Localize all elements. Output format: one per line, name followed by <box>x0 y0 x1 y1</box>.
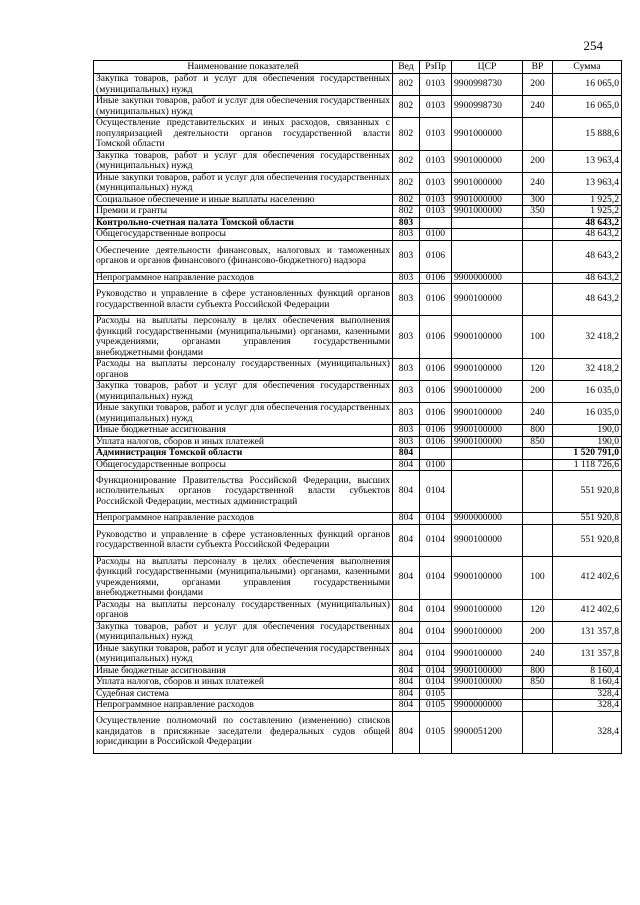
cell-csr: 9900100000 <box>452 284 523 316</box>
cell-sum: 16 065,0 <box>553 96 622 118</box>
cell-csr <box>452 471 523 513</box>
cell-vr: 240 <box>523 643 553 665</box>
table-row <box>94 272 622 284</box>
table-row <box>94 96 622 118</box>
cell-vr: 800 <box>523 665 553 677</box>
cell-vr: 100 <box>523 556 553 599</box>
cell-ved: 804 <box>393 599 420 621</box>
cell-rzpr: 0104 <box>420 599 452 621</box>
cell-sum: 48 643,2 <box>553 284 622 316</box>
cell-csr: 9900100000 <box>452 524 523 556</box>
cell-name: Закупка товаров, работ и услуг для обеспечения государственных (муниципальных) нужд <box>94 621 393 643</box>
table-row <box>94 677 622 689</box>
cell-rzpr: 0103 <box>420 172 452 194</box>
table-row <box>94 194 622 206</box>
cell-sum: 131 357,8 <box>553 643 622 665</box>
cell-vr: 100 <box>523 316 553 359</box>
cell-vr <box>523 217 553 229</box>
cell-sum: 551 920,8 <box>553 471 622 513</box>
cell-ved: 802 <box>393 194 420 206</box>
cell-name: Администрация Томской области <box>94 448 393 460</box>
cell-name: Общегосударственные вопросы <box>94 459 393 471</box>
cell-sum: 551 920,8 <box>553 524 622 556</box>
cell-name: Непрограммное направление расходов <box>94 513 393 525</box>
cell-vr: 350 <box>523 206 553 218</box>
cell-sum: 190,0 <box>553 425 622 437</box>
cell-sum: 16 035,0 <box>553 381 622 403</box>
column-header-ved: Вед <box>393 61 420 74</box>
cell-vr <box>523 118 553 151</box>
cell-ved: 803 <box>393 316 420 359</box>
cell-sum: 13 963,4 <box>553 150 622 172</box>
table-row <box>94 74 622 96</box>
column-header-name: Наименование показателей <box>94 61 393 74</box>
budget-table <box>93 60 622 754</box>
cell-rzpr: 0105 <box>420 711 452 753</box>
cell-vr: 240 <box>523 96 553 118</box>
table-row <box>94 665 622 677</box>
table-row <box>94 471 622 513</box>
cell-vr: 240 <box>523 172 553 194</box>
cell-vr: 200 <box>523 381 553 403</box>
cell-ved: 804 <box>393 711 420 753</box>
cell-ved: 804 <box>393 677 420 689</box>
cell-name: Иные закупки товаров, работ и услуг для обеспечения государственных (муниципальных) нужд <box>94 643 393 665</box>
cell-vr <box>523 524 553 556</box>
cell-name: Иные закупки товаров, работ и услуг для обеспечения государственных (муниципальных) нужд <box>94 96 393 118</box>
cell-rzpr: 0106 <box>420 272 452 284</box>
cell-ved: 803 <box>393 229 420 241</box>
cell-ved: 804 <box>393 471 420 513</box>
cell-sum: 8 160,4 <box>553 665 622 677</box>
cell-ved: 802 <box>393 172 420 194</box>
cell-name: Расходы на выплаты персоналу в целях обеспечения выполнения функций государственными (муниципальными) органами, казенными учреждениями, органами управления государственными внебюджетными фондами <box>94 316 393 359</box>
cell-rzpr: 0104 <box>420 556 452 599</box>
cell-sum: 48 643,2 <box>553 240 622 272</box>
cell-ved: 804 <box>393 643 420 665</box>
table-body <box>94 74 622 754</box>
cell-name: Обеспечение деятельности финансовых, налоговых и таможенных органов и органов финансового (финансово-бюджетного) надзора <box>94 240 393 272</box>
cell-rzpr: 0106 <box>420 284 452 316</box>
cell-sum: 1 520 791,0 <box>553 448 622 460</box>
cell-csr: 9901000000 <box>452 194 523 206</box>
cell-csr: 9900100000 <box>452 621 523 643</box>
table-row <box>94 217 622 229</box>
cell-name: Контрольно-счетная палата Томской области <box>94 217 393 229</box>
table-row <box>94 513 622 525</box>
cell-name: Уплата налогов, сборов и иных платежей <box>94 677 393 689</box>
cell-rzpr: 0106 <box>420 240 452 272</box>
table-row <box>94 556 622 599</box>
cell-name: Иные бюджетные ассигнования <box>94 665 393 677</box>
table-row <box>94 436 622 448</box>
cell-rzpr: 0106 <box>420 436 452 448</box>
cell-ved: 804 <box>393 448 420 460</box>
cell-name: Непрограммное направление расходов <box>94 272 393 284</box>
cell-vr: 300 <box>523 194 553 206</box>
cell-name: Осуществление полномочий по составлению (изменению) списков кандидатов в присяжные заседатели федеральных судов общей юрисдикции в Российской Федерации <box>94 711 393 753</box>
cell-ved: 803 <box>393 240 420 272</box>
cell-csr <box>452 240 523 272</box>
cell-rzpr: 0104 <box>420 621 452 643</box>
cell-name: Руководство и управление в сфере установленных функций органов государственной власти субъекта Российской Федерации <box>94 524 393 556</box>
cell-csr: 9900100000 <box>452 403 523 425</box>
cell-name: Расходы на выплаты персоналу государственных (муниципальных) органов <box>94 599 393 621</box>
cell-vr <box>523 284 553 316</box>
column-header-vr: ВР <box>523 61 553 74</box>
table-row <box>94 621 622 643</box>
cell-rzpr: 0104 <box>420 643 452 665</box>
cell-vr <box>523 459 553 471</box>
cell-name: Осуществление представительских и иных расходов, связанных с популяризацией деятельности органов государственной власти Томской области <box>94 118 393 151</box>
cell-csr: 9900000000 <box>452 272 523 284</box>
cell-rzpr <box>420 217 452 229</box>
cell-sum: 1 118 726,6 <box>553 459 622 471</box>
cell-name: Общегосударственные вопросы <box>94 229 393 241</box>
cell-rzpr: 0103 <box>420 74 452 96</box>
cell-ved: 804 <box>393 556 420 599</box>
cell-csr: 9901000000 <box>452 150 523 172</box>
cell-sum: 412 402,6 <box>553 556 622 599</box>
cell-csr: 9900000000 <box>452 513 523 525</box>
cell-csr: 9900100000 <box>452 436 523 448</box>
cell-ved: 804 <box>393 621 420 643</box>
cell-ved: 802 <box>393 118 420 151</box>
cell-ved: 804 <box>393 524 420 556</box>
table-row <box>94 381 622 403</box>
table-row <box>94 403 622 425</box>
cell-ved: 802 <box>393 206 420 218</box>
cell-rzpr: 0104 <box>420 524 452 556</box>
cell-ved: 803 <box>393 403 420 425</box>
cell-name: Расходы на выплаты персоналу в целях обеспечения выполнения функций государственными (муниципальными) органами, казенными учреждениями, органами управления государственными внебюджетными фондами <box>94 556 393 599</box>
cell-sum: 32 418,2 <box>553 359 622 381</box>
table-row <box>94 459 622 471</box>
cell-rzpr: 0103 <box>420 96 452 118</box>
cell-csr: 9900100000 <box>452 677 523 689</box>
cell-name: Закупка товаров, работ и услуг для обеспечения государственных (муниципальных) нужд <box>94 381 393 403</box>
table-row <box>94 599 622 621</box>
cell-rzpr: 0106 <box>420 425 452 437</box>
cell-rzpr: 0104 <box>420 677 452 689</box>
table-row <box>94 118 622 151</box>
cell-vr: 800 <box>523 425 553 437</box>
table-row <box>94 711 622 753</box>
cell-rzpr: 0106 <box>420 403 452 425</box>
cell-csr: 9901000000 <box>452 206 523 218</box>
cell-sum: 32 418,2 <box>553 316 622 359</box>
table-row <box>94 150 622 172</box>
cell-csr: 9900998730 <box>452 96 523 118</box>
cell-csr: 9900000000 <box>452 700 523 712</box>
cell-ved: 803 <box>393 217 420 229</box>
cell-ved: 804 <box>393 688 420 700</box>
cell-csr <box>452 459 523 471</box>
cell-name: Руководство и управление в сфере установленных функций органов государственной власти субъекта Российской Федерации <box>94 284 393 316</box>
cell-rzpr: 0106 <box>420 381 452 403</box>
cell-rzpr: 0103 <box>420 150 452 172</box>
cell-ved: 803 <box>393 272 420 284</box>
cell-csr: 9900100000 <box>452 556 523 599</box>
table-row <box>94 359 622 381</box>
table-row <box>94 316 622 359</box>
cell-csr: 9900998730 <box>452 74 523 96</box>
cell-csr <box>452 688 523 700</box>
cell-ved: 803 <box>393 359 420 381</box>
table-row <box>94 172 622 194</box>
column-header-sum: Сумма <box>553 61 622 74</box>
cell-ved: 803 <box>393 284 420 316</box>
cell-rzpr <box>420 448 452 460</box>
cell-vr <box>523 240 553 272</box>
cell-vr <box>523 229 553 241</box>
cell-rzpr: 0106 <box>420 359 452 381</box>
header-row <box>94 61 622 74</box>
cell-vr <box>523 688 553 700</box>
cell-vr: 200 <box>523 150 553 172</box>
cell-csr <box>452 229 523 241</box>
cell-vr <box>523 448 553 460</box>
cell-rzpr: 0100 <box>420 459 452 471</box>
cell-rzpr: 0105 <box>420 700 452 712</box>
cell-vr: 120 <box>523 359 553 381</box>
cell-csr: 9900100000 <box>452 599 523 621</box>
cell-csr <box>452 448 523 460</box>
cell-csr: 9900100000 <box>452 359 523 381</box>
table-row <box>94 524 622 556</box>
cell-sum: 190,0 <box>553 436 622 448</box>
cell-vr: 200 <box>523 74 553 96</box>
cell-csr: 9900100000 <box>452 665 523 677</box>
cell-vr: 850 <box>523 436 553 448</box>
table-header <box>94 61 622 74</box>
table-row <box>94 643 622 665</box>
cell-sum: 412 402,6 <box>553 599 622 621</box>
cell-sum: 48 643,2 <box>553 229 622 241</box>
cell-ved: 804 <box>393 665 420 677</box>
table-row <box>94 700 622 712</box>
cell-sum: 15 888,6 <box>553 118 622 151</box>
cell-ved: 803 <box>393 425 420 437</box>
cell-sum: 16 035,0 <box>553 403 622 425</box>
cell-vr: 850 <box>523 677 553 689</box>
cell-name: Уплата налогов, сборов и иных платежей <box>94 436 393 448</box>
cell-vr <box>523 700 553 712</box>
cell-name: Закупка товаров, работ и услуг для обеспечения государственных (муниципальных) нужд <box>94 74 393 96</box>
cell-ved: 803 <box>393 436 420 448</box>
cell-sum: 48 643,2 <box>553 217 622 229</box>
cell-rzpr: 0103 <box>420 118 452 151</box>
cell-ved: 804 <box>393 459 420 471</box>
cell-ved: 804 <box>393 700 420 712</box>
cell-sum: 16 065,0 <box>553 74 622 96</box>
page-number: 254 <box>583 38 603 53</box>
cell-sum: 328,4 <box>553 700 622 712</box>
table-row <box>94 688 622 700</box>
column-header-rzpr: РзПр <box>420 61 452 74</box>
cell-sum: 1 925,2 <box>553 206 622 218</box>
cell-vr: 200 <box>523 621 553 643</box>
cell-ved: 802 <box>393 74 420 96</box>
cell-rzpr: 0104 <box>420 665 452 677</box>
cell-rzpr: 0100 <box>420 229 452 241</box>
cell-csr <box>452 217 523 229</box>
column-header-csr: ЦСР <box>452 61 523 74</box>
cell-sum: 551 920,8 <box>553 513 622 525</box>
cell-sum: 13 963,4 <box>553 172 622 194</box>
cell-rzpr: 0104 <box>420 471 452 513</box>
cell-vr <box>523 272 553 284</box>
table-row <box>94 229 622 241</box>
cell-sum: 328,4 <box>553 711 622 753</box>
cell-sum: 8 160,4 <box>553 677 622 689</box>
cell-rzpr: 0106 <box>420 316 452 359</box>
cell-name: Иные закупки товаров, работ и услуг для обеспечения государственных (муниципальных) нужд <box>94 403 393 425</box>
cell-vr <box>523 513 553 525</box>
cell-sum: 1 925,2 <box>553 194 622 206</box>
table-row <box>94 206 622 218</box>
cell-ved: 802 <box>393 96 420 118</box>
cell-csr: 9900051200 <box>452 711 523 753</box>
cell-ved: 803 <box>393 381 420 403</box>
table-row <box>94 425 622 437</box>
table-row <box>94 240 622 272</box>
cell-csr: 9900100000 <box>452 316 523 359</box>
cell-rzpr: 0104 <box>420 513 452 525</box>
cell-vr <box>523 711 553 753</box>
cell-sum: 131 357,8 <box>553 621 622 643</box>
table-row <box>94 284 622 316</box>
cell-name: Иные бюджетные ассигнования <box>94 425 393 437</box>
cell-csr: 9900100000 <box>452 381 523 403</box>
cell-name: Закупка товаров, работ и услуг для обеспечения государственных (муниципальных) нужд <box>94 150 393 172</box>
cell-vr: 240 <box>523 403 553 425</box>
table-row <box>94 448 622 460</box>
cell-csr: 9901000000 <box>452 172 523 194</box>
cell-name: Судебная система <box>94 688 393 700</box>
cell-vr: 120 <box>523 599 553 621</box>
cell-vr <box>523 471 553 513</box>
cell-name: Премии и гранты <box>94 206 393 218</box>
cell-name: Иные закупки товаров, работ и услуг для обеспечения государственных (муниципальных) нужд <box>94 172 393 194</box>
cell-sum: 48 643,2 <box>553 272 622 284</box>
cell-csr: 9900100000 <box>452 425 523 437</box>
cell-rzpr: 0103 <box>420 194 452 206</box>
cell-csr: 9901000000 <box>452 118 523 151</box>
cell-rzpr: 0105 <box>420 688 452 700</box>
cell-name: Функционирование Правительства Российской Федерации, высших исполнительных органов государственной власти субъектов Российской Федерации, местных администраций <box>94 471 393 513</box>
cell-ved: 802 <box>393 150 420 172</box>
cell-name: Социальное обеспечение и иные выплаты населению <box>94 194 393 206</box>
cell-sum: 328,4 <box>553 688 622 700</box>
cell-ved: 804 <box>393 513 420 525</box>
cell-name: Непрограммное направление расходов <box>94 700 393 712</box>
cell-rzpr: 0103 <box>420 206 452 218</box>
cell-csr: 9900100000 <box>452 643 523 665</box>
cell-name: Расходы на выплаты персоналу государственных (муниципальных) органов <box>94 359 393 381</box>
